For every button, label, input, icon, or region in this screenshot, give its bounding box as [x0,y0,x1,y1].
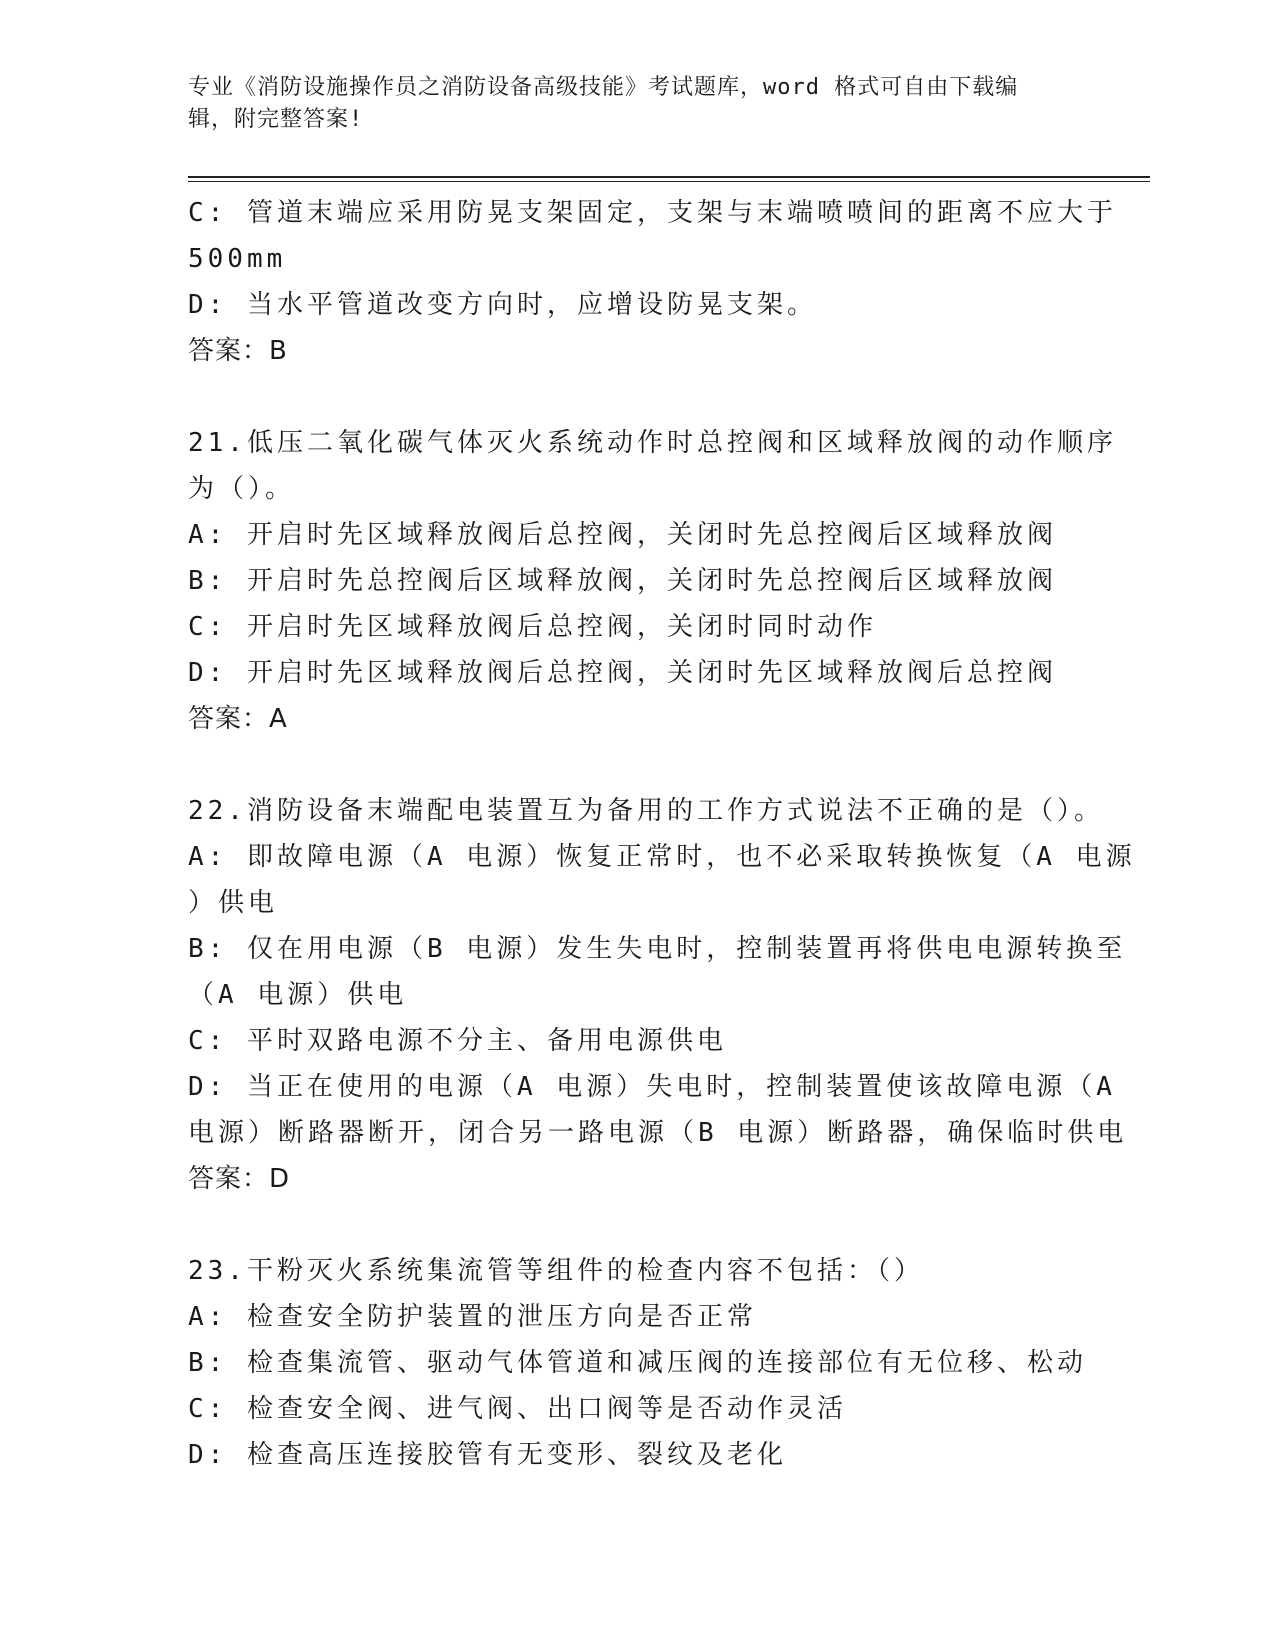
option-d-line-2: 电源）断路器断开，闭合另一路电源（B 电源）断路器，确保临时供电 [188,1118,1128,1148]
option-c-line-2: 500mm [188,244,287,274]
option-a-line-1: A: 即故障电源（A 电源）恢复正常时，也不必采取转换恢复（A 电源 [188,842,1136,872]
question-stem: 22.消防设备末端配电装置互为备用的工作方式说法不正确的是（）。 [188,796,1104,826]
option-a-line-2: ）供电 [188,888,279,918]
question-stem-line-2: 为（）。 [188,474,296,504]
option-c: C: 检查安全阀、进气阀、出口阀等是否动作灵活 [188,1394,847,1424]
header-divider-thick [188,176,1150,178]
question-block-prev [188,190,1117,374]
spacer [188,1202,1088,1248]
option-d: D: 当水平管道改变方向时，应增设防晃支架。 [188,290,817,320]
option-b-line-2: （A 电源）供电 [188,980,408,1010]
answer: 答案：D [188,1164,291,1194]
question-block-23 [188,1248,1088,1478]
option-a: A: 检查安全防护装置的泄压方向是否正常 [188,1302,757,1332]
question-stem: 23.干粉灭火系统集流管等组件的检查内容不包括：（） [188,1256,924,1286]
answer: 答案：A [188,704,288,734]
option-c: C: 开启时先区域释放阀后总控阀，关闭时同时动作 [188,612,877,642]
question-content [188,190,1136,1478]
answer: 答案：B [188,336,288,366]
option-c: C: 平时双路电源不分主、备用电源供电 [188,1026,727,1056]
option-a: A: 开启时先区域释放阀后总控阀，关闭时先总控阀后区域释放阀 [188,520,1057,550]
spacer [188,374,1088,420]
spacer [188,742,1088,788]
option-c-line-1: C: 管道末端应采用防晃支架固定，支架与末端喷喷间的距离不应大于 [188,198,1117,228]
option-b: B: 检查集流管、驱动气体管道和减压阀的连接部位有无位移、松动 [188,1348,1087,1378]
document-header [188,72,1068,136]
option-b: B: 开启时先总控阀后区域释放阀，关闭时先总控阀后区域释放阀 [188,566,1057,596]
header-line-1: 专业《消防设施操作员之消防设备高级技能》考试题库，word 格式可自由下载编 [188,75,1019,100]
header-divider-thin [188,181,1150,182]
header-line-2: 辑，附完整答案! [188,107,364,132]
question-block-21 [188,420,1117,742]
option-b-line-1: B: 仅在用电源（B 电源）发生失电时，控制装置再将供电电源转换至 [188,934,1127,964]
option-d-line-1: D: 当正在使用的电源（A 电源）失电时，控制装置使该故障电源（A [188,1072,1116,1102]
option-d: D: 开启时先区域释放阀后总控阀，关闭时先区域释放阀后总控阀 [188,658,1057,688]
option-d: D: 检查高压连接胶管有无变形、裂纹及老化 [188,1440,787,1470]
question-block-22 [188,788,1136,1202]
question-stem-line-1: 21.低压二氧化碳气体灭火系统动作时总控阀和区域释放阀的动作顺序 [188,428,1117,458]
